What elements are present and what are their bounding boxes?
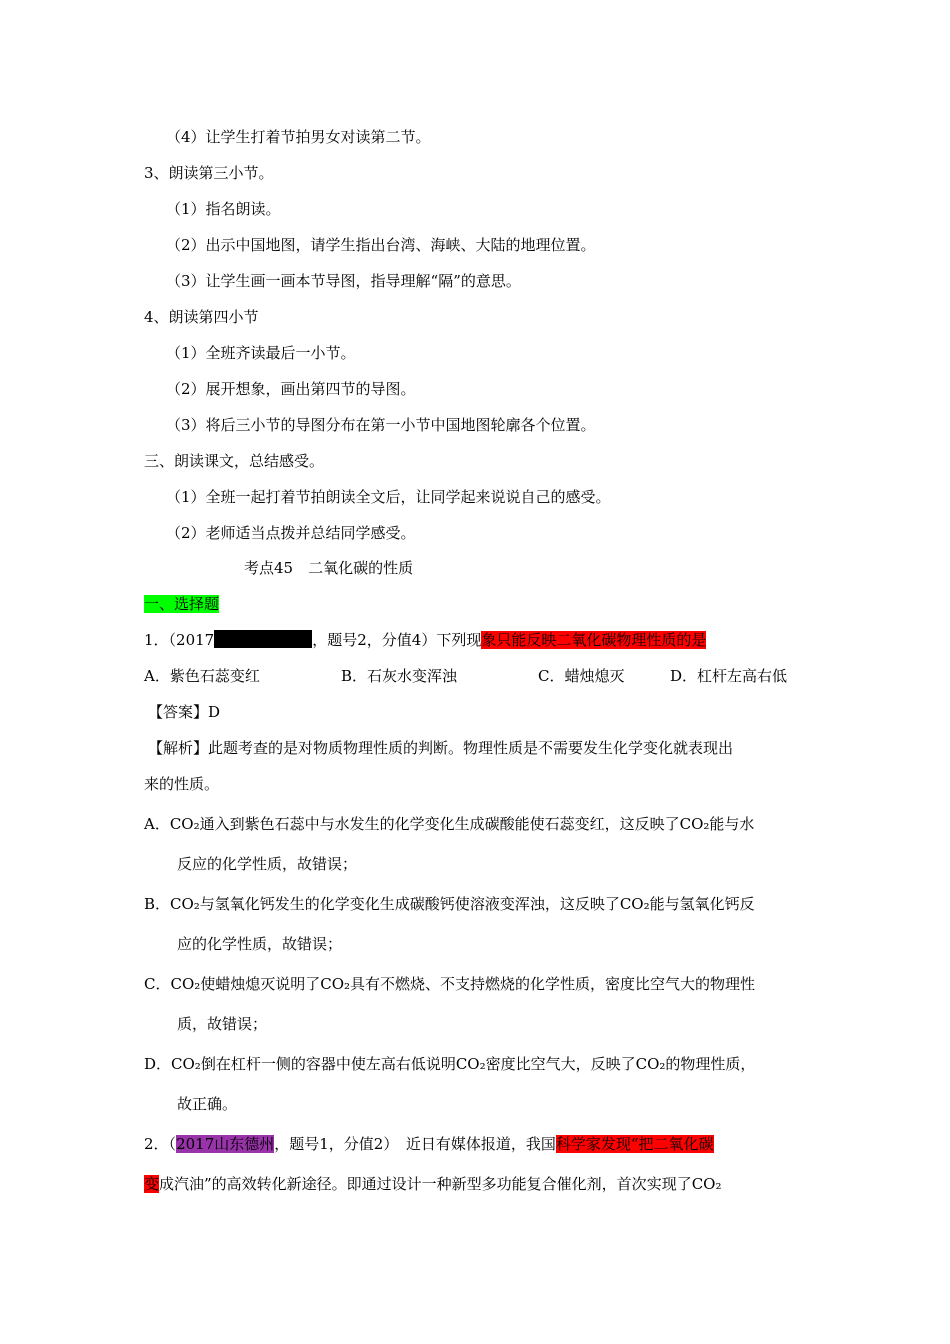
lesson-line: （4）让学生打着节拍男女对读第二节。 <box>166 128 431 146</box>
lesson-line: （3）将后三小节的导图分布在第一小节中国地图轮廓各个位置。 <box>166 416 596 434</box>
question-1-options <box>144 665 787 687</box>
analysis-option-c: C．CO₂使蜡烛熄灭说明了CO₂具有不燃烧、不支持燃烧的化学性质，密度比空气大的物理性 <box>144 975 756 993</box>
question-source-prefix: （2017 <box>168 631 215 649</box>
question-1-stem <box>144 629 706 651</box>
question-number: 1． <box>144 631 169 649</box>
lesson-line: （1）全班一起打着节拍朗读全文后，让同学起来说说自己的感受。 <box>166 488 611 506</box>
analysis-line: 来的性质。 <box>144 775 220 793</box>
redaction-box <box>214 630 312 648</box>
lesson-heading: 三、朗读课文，总结感受。 <box>144 452 325 470</box>
section-heading: 一、选择题 <box>144 595 220 613</box>
question-number: 2． <box>144 1135 169 1153</box>
highlighted-text: 变 <box>144 1175 160 1193</box>
option-b: B．石灰水变浑浊 <box>341 667 458 685</box>
section-row <box>144 593 219 615</box>
question-2-stem <box>144 1133 714 1155</box>
highlighted-text: 科学家发现“把二氧化碳 <box>555 1135 714 1153</box>
option-c: C．蜡烛熄灭 <box>538 667 625 685</box>
answer-line: 【答案】D <box>148 703 221 721</box>
analysis-line: 【解析】此题考查的是对物质物理性质的判断。物理性质是不需要发生化学变化就表现出 <box>148 739 734 757</box>
question-source: 2017山东德州 <box>176 1135 275 1153</box>
analysis-option-d-cont: 故正确。 <box>177 1095 238 1113</box>
lesson-heading: 3、朗读第三小节。 <box>144 164 274 182</box>
question-stem-text: ，题号1，分值2） 近日有媒体报道，我国 <box>274 1135 556 1153</box>
analysis-option-a-cont: 反应的化学性质，故错误； <box>177 855 358 873</box>
analysis-option-b-cont: 应的化学性质，故错误； <box>177 935 343 953</box>
lesson-heading: 4、朗读第四小节 <box>144 308 259 326</box>
question-stem-text: ，题号2，分值4）下列现 <box>312 631 482 649</box>
option-a: A．紫色石蕊变红 <box>144 667 260 685</box>
analysis-option-d: D．CO₂倒在杠杆一侧的容器中使左高右低说明CO₂密度比空气大，反映了CO₂的物理性质， <box>144 1055 756 1073</box>
lesson-line: （2）展开想象，画出第四节的导图。 <box>166 380 416 398</box>
question-2-stem-cont <box>144 1173 721 1195</box>
lesson-line: （3）让学生画一画本节导图，指导理解“隔”的意思。 <box>166 272 521 290</box>
lesson-line: （2）出示中国地图，请学生指出台湾、海峡、大陆的地理位置。 <box>166 236 596 254</box>
question-stem-text: 成汽油”的高效转化新途径。即通过设计一种新型多功能复合催化剂，首次实现了CO₂ <box>159 1175 722 1193</box>
lesson-line: （1）指名朗读。 <box>166 200 281 218</box>
highlighted-text: 象只能反映二氧化碳物理性质的是 <box>481 631 707 649</box>
option-d: D．杠杆左高右低 <box>670 667 788 685</box>
lesson-line: （1）全班齐读最后一小节。 <box>166 344 356 362</box>
analysis-option-a: A．CO₂通入到紫色石蕊中与水发生的化学变化生成碳酸能使石蕊变红，这反映了CO₂能与水 <box>144 815 755 833</box>
analysis-option-b: B．CO₂与氢氧化钙发生的化学变化生成碳酸钙使溶液变浑浊，这反映了CO₂能与氢氧化钙反 <box>144 895 755 913</box>
lesson-line: （2）老师适当点拨并总结同学感受。 <box>166 524 416 542</box>
analysis-option-c-cont: 质，故错误； <box>177 1015 268 1033</box>
question-paren: （ <box>168 1135 177 1153</box>
topic-title: 考点45 二氧化碳的性质 <box>244 559 414 577</box>
